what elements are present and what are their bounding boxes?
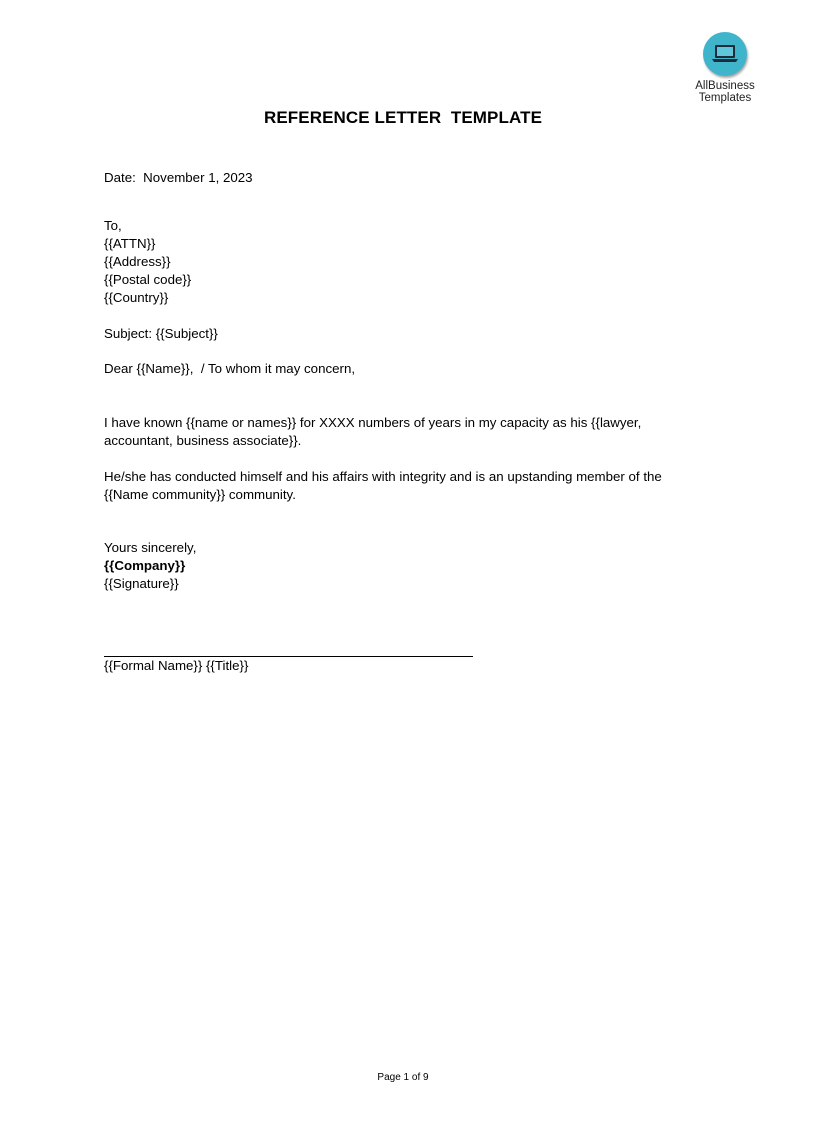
logo-line-1: AllBusiness: [695, 80, 755, 92]
recipient-postal-code: {{Postal code}}: [104, 272, 192, 287]
salutation: Dear {{Name}}, / To whom it may concern,: [104, 361, 356, 376]
recipient-address: {{Address}}: [104, 254, 171, 269]
date-line: Date: November 1, 2023: [104, 170, 253, 185]
valediction: Yours sincerely,: [104, 540, 197, 555]
logo-line-2: Templates: [698, 92, 752, 104]
recipient-attn: {{ATTN}}: [104, 236, 156, 251]
logo-badge: [703, 32, 747, 76]
logo-text: [690, 80, 760, 104]
page-number: Page 1 of 9: [377, 1072, 429, 1083]
company-logo: [690, 32, 760, 104]
signature-placeholder: {{Signature}}: [104, 576, 179, 591]
subject-line: Subject: {{Subject}}: [104, 326, 218, 341]
formal-name-title: {{Formal Name}} {{Title}}: [104, 658, 249, 673]
company-placeholder: {{Company}}: [104, 558, 186, 573]
document-title: REFERENCE LETTER TEMPLATE: [263, 108, 543, 127]
paragraph-conduct: He/she has conducted himself and his affairs with integrity and is an upstanding member of the {{Name community}} community.: [104, 469, 662, 502]
paragraph-known: I have known {{name or names}} for XXXX numbers of years in my capacity as his {{lawyer, accountant, business associate}}.: [104, 415, 642, 448]
recipient-country: {{Country}}: [104, 290, 169, 305]
recipient-to: To,: [104, 218, 122, 233]
